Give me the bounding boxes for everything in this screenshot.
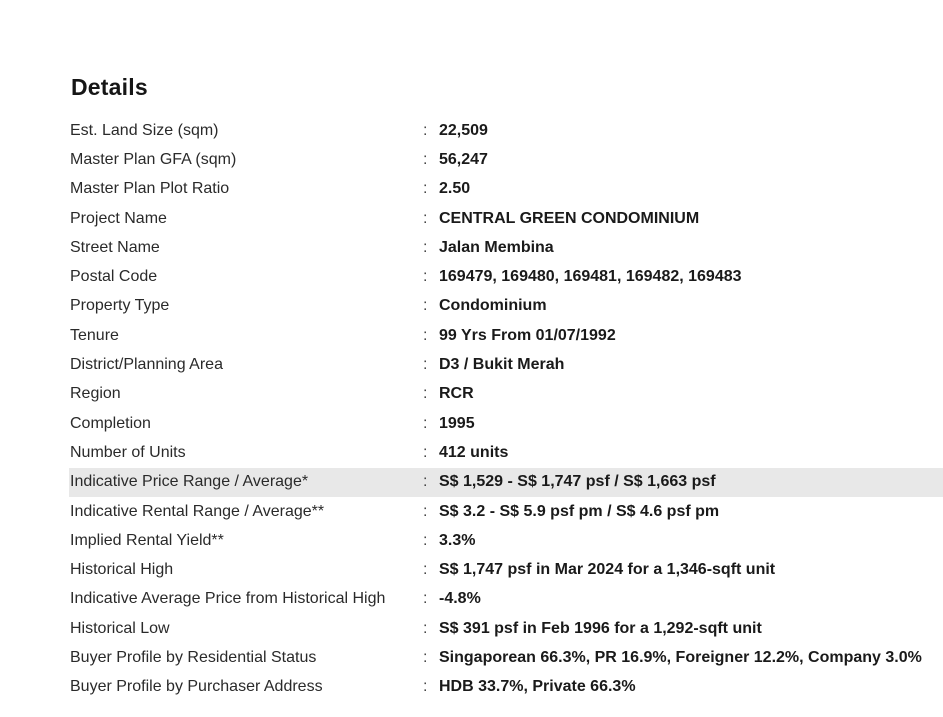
row-separator: : <box>423 150 428 168</box>
table-row-tenure <box>0 321 943 350</box>
row-separator: : <box>423 121 428 139</box>
row-value: Jalan Membina <box>439 238 554 256</box>
row-label: Number of Units <box>70 443 186 461</box>
row-label: Property Type <box>70 297 170 315</box>
row-value: 3.3% <box>439 531 476 549</box>
row-label: Buyer Profile by Purchaser Address <box>70 678 323 696</box>
row-value: Condominium <box>439 297 547 315</box>
table-row-street-name <box>0 233 943 262</box>
table-row-price-range <box>69 468 943 497</box>
row-separator: : <box>423 414 428 432</box>
table-row-historical-high <box>0 555 943 584</box>
row-separator: : <box>423 268 428 286</box>
row-value: S$ 1,529 - S$ 1,747 psf / S$ 1,663 psf <box>439 473 716 491</box>
row-label: Completion <box>70 414 151 432</box>
table-row-district <box>0 350 943 379</box>
row-value: 56,247 <box>439 150 488 168</box>
row-value: 169479, 169480, 169481, 169482, 169483 <box>439 268 742 286</box>
table-row-buyer-residential <box>0 643 943 672</box>
row-label: Historical Low <box>70 619 170 637</box>
row-label: Indicative Rental Range / Average** <box>70 502 325 520</box>
row-value: 99 Yrs From 01/07/1992 <box>439 326 616 344</box>
table-row-rental-yield <box>0 526 943 555</box>
row-separator: : <box>423 238 428 256</box>
row-label: Master Plan GFA (sqm) <box>70 150 237 168</box>
table-row-completion <box>0 409 943 438</box>
row-value: 1995 <box>439 414 475 432</box>
row-separator: : <box>423 180 428 198</box>
row-separator: : <box>423 385 428 403</box>
row-label: Implied Rental Yield** <box>70 531 224 549</box>
row-label: Indicative Price Range / Average* <box>70 473 309 491</box>
row-label: Postal Code <box>70 268 158 286</box>
row-value: -4.8% <box>439 590 481 608</box>
table-row-units <box>0 438 943 467</box>
row-label: Indicative Average Price from Historical High <box>70 590 386 608</box>
row-separator: : <box>423 619 428 637</box>
row-separator: : <box>423 473 428 491</box>
table-row-historical-low <box>0 614 943 643</box>
row-label: Historical High <box>70 561 174 579</box>
row-label: Region <box>70 385 121 403</box>
row-value: CENTRAL GREEN CONDOMINIUM <box>439 209 700 227</box>
details-table <box>0 116 943 702</box>
row-value: HDB 33.7%, Private 66.3% <box>439 678 636 696</box>
row-separator: : <box>423 297 428 315</box>
row-separator: : <box>423 531 428 549</box>
row-separator: : <box>423 561 428 579</box>
table-row-buyer-address <box>0 673 943 702</box>
row-value: Singaporean 66.3%, PR 16.9%, Foreigner 12.2%, Company 3.0% <box>439 648 922 666</box>
row-label: Est. Land Size (sqm) <box>70 121 219 139</box>
row-value: 2.50 <box>439 180 471 198</box>
row-separator: : <box>423 502 428 520</box>
row-value: 22,509 <box>439 121 488 139</box>
row-value: RCR <box>439 385 474 403</box>
row-label: Buyer Profile by Residential Status <box>70 648 317 666</box>
row-label: District/Planning Area <box>70 356 223 374</box>
table-row-project-name <box>0 204 943 233</box>
table-row-property-type <box>0 292 943 321</box>
row-value: S$ 1,747 psf in Mar 2024 for a 1,346-sqft unit <box>439 561 776 579</box>
row-value: 412 units <box>439 443 509 461</box>
row-separator: : <box>423 648 428 666</box>
row-separator: : <box>423 590 428 608</box>
table-row-postal-code <box>0 262 943 291</box>
table-row-land-size <box>0 116 943 145</box>
row-separator: : <box>423 678 428 696</box>
table-row-region <box>0 380 943 409</box>
row-separator: : <box>423 326 428 344</box>
row-value: S$ 3.2 - S$ 5.9 psf pm / S$ 4.6 psf pm <box>439 502 720 520</box>
row-value: D3 / Bukit Merah <box>439 356 565 374</box>
row-label: Master Plan Plot Ratio <box>70 180 230 198</box>
section-title: Details <box>71 74 148 100</box>
row-label: Street Name <box>70 238 160 256</box>
table-row-plot-ratio <box>0 175 943 204</box>
table-row-gfa <box>0 145 943 174</box>
row-separator: : <box>423 356 428 374</box>
row-separator: : <box>423 209 428 227</box>
row-value: S$ 391 psf in Feb 1996 for a 1,292-sqft unit <box>439 619 762 637</box>
row-label: Project Name <box>70 209 167 227</box>
table-row-rental-range <box>0 497 943 526</box>
row-separator: : <box>423 443 428 461</box>
table-row-avg-from-high <box>0 585 943 614</box>
row-label: Tenure <box>70 326 119 344</box>
